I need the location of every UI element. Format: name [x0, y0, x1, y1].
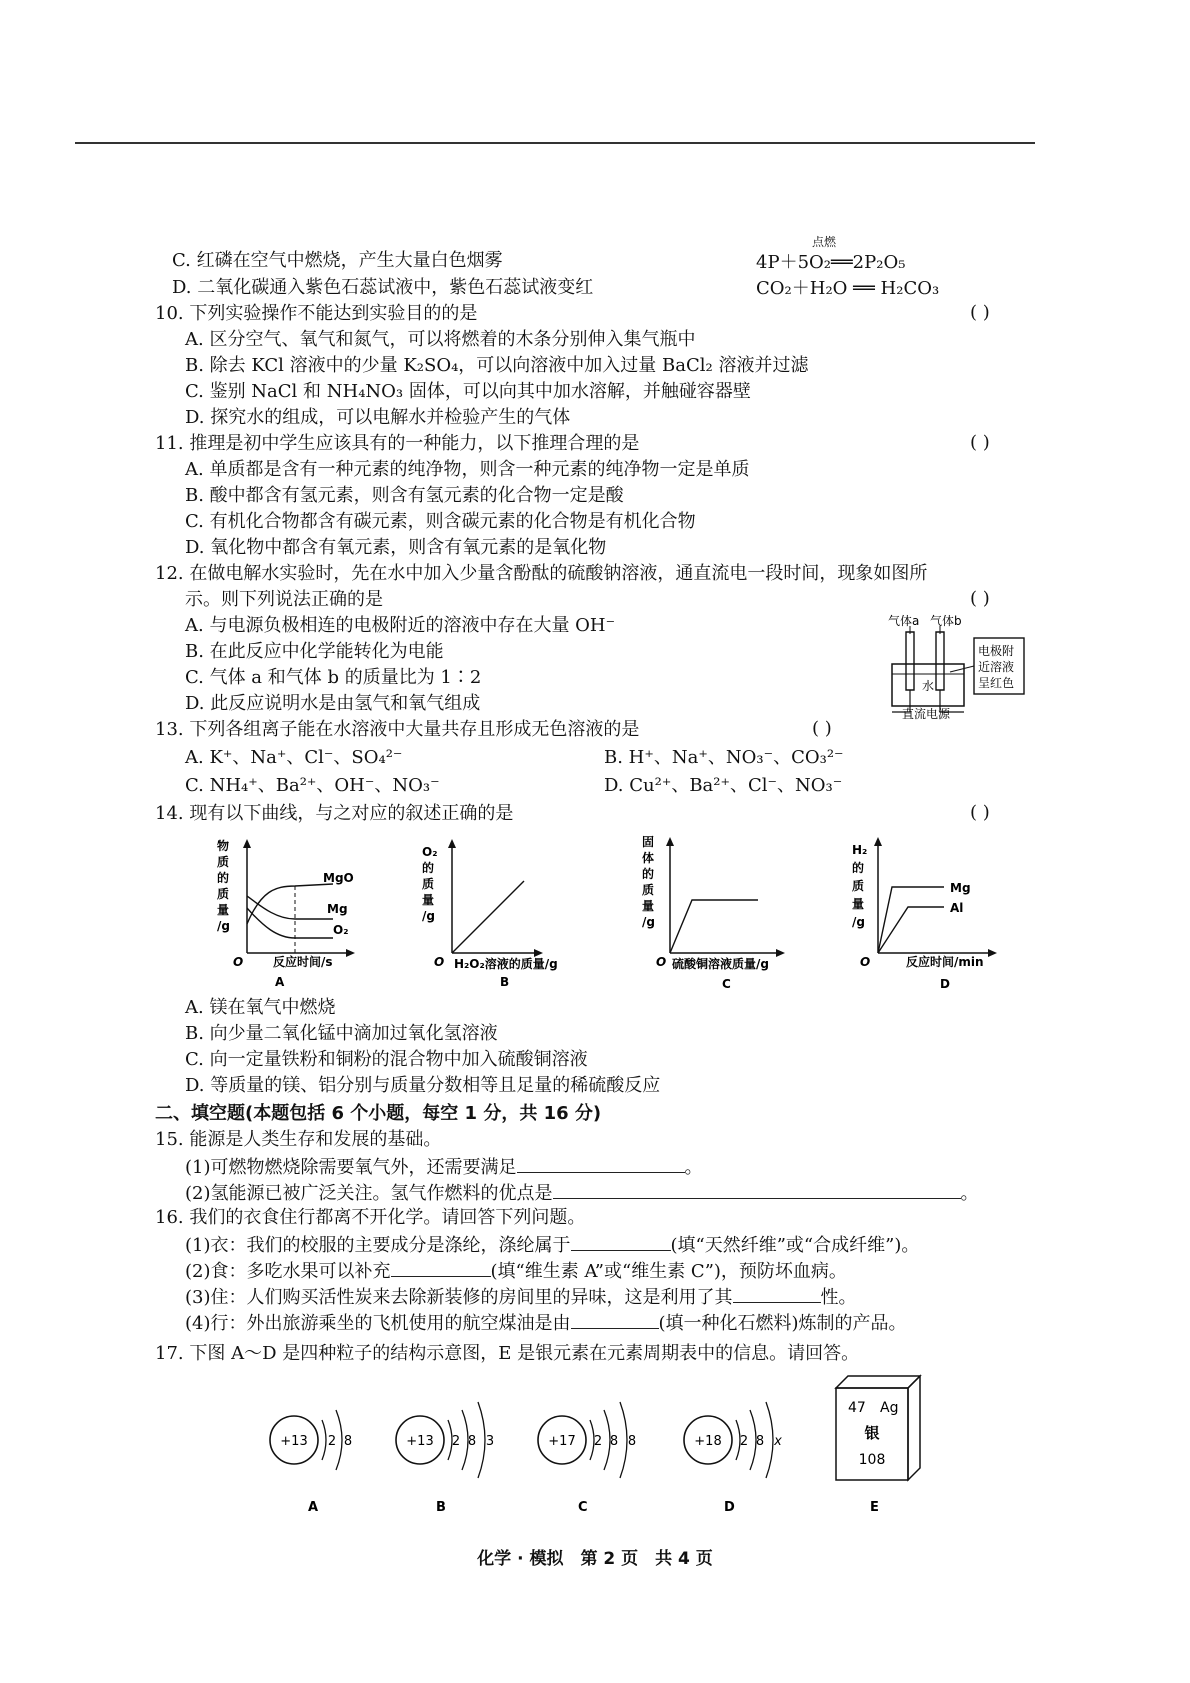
q12-option-c: C. 气体 a 和气体 b 的质量比为 1∶2: [185, 667, 482, 688]
gas-a-label: 气体a: [888, 614, 920, 628]
graph-b-ylabel: [422, 845, 437, 923]
graph-a-label-mgo: MgO: [323, 871, 354, 885]
gas-tube-a: [906, 632, 914, 690]
q14-answer-paren: ( ): [970, 802, 990, 823]
q15-blank-2[interactable]: [553, 1180, 961, 1199]
q16-part1-hint: (填“天然纤维”或“合成纤维”)。: [670, 1235, 920, 1256]
q15-part2-text: (2)氢能源已被广泛关注。氢气作燃料的优点是: [185, 1183, 553, 1204]
atom-c-nucleus-charge: +17: [548, 1434, 576, 1449]
q15-part1-text: (1)可燃物燃烧除需要氧气外，还需要满足: [185, 1157, 517, 1178]
note-pointer: [950, 666, 974, 672]
svg-text:量: 量: [217, 903, 230, 917]
atom-diagram-d: [682, 1380, 802, 1520]
atom-a-caption: A: [308, 1500, 319, 1515]
atom-d-shell-1-count: 2: [739, 1434, 749, 1449]
q16-part1: [185, 1232, 919, 1258]
graph-b-caption: B: [500, 975, 510, 989]
atom-a-shell-1: [322, 1420, 326, 1460]
element-caption: E: [870, 1500, 879, 1515]
q16-part4: [185, 1310, 907, 1336]
q10-option-c: C. 鉴别 NaCl 和 NH₄NO₃ 固体，可以向其中加水溶解，并触碰容器壁: [185, 381, 751, 402]
graph-a-x-arrow: [346, 949, 355, 957]
q14-stem: 14. 现有以下曲线，与之对应的叙述正确的是: [155, 803, 514, 824]
q11-option-b: B. 酸中都含有氢元素，则含有氢元素的化合物一定是酸: [185, 485, 624, 506]
atom-d-caption: D: [724, 1500, 735, 1515]
q14-option-c: C. 向一定量铁粉和铜粉的混合物中加入硫酸铜溶液: [185, 1049, 588, 1070]
q16-stem: 16. 我们的衣食住行都离不开化学。请回答下列问题。: [155, 1207, 586, 1228]
graph-d-y-arrow: [874, 837, 882, 846]
svg-text:H₂: H₂: [852, 843, 868, 857]
q16-part3-end: 性。: [820, 1287, 857, 1308]
element-symbol: Ag: [880, 1400, 899, 1416]
atom-c-shell-2-count: 8: [609, 1434, 619, 1449]
page-footer: 化学 · 模拟 第 2 页 共 4 页: [477, 1549, 713, 1569]
q11-option-a: A. 单质都是含有一种元素的纯净物，则含一种元素的纯净物一定是单质: [185, 459, 750, 480]
q10-option-d: D. 探究水的组成，可以电解水并检验产生的气体: [185, 407, 571, 428]
q15-part2: [185, 1180, 979, 1206]
atom-c-caption: C: [578, 1500, 588, 1515]
atom-c-shell-1-count: 2: [593, 1434, 603, 1449]
graph-c-x-arrow: [776, 949, 785, 957]
svg-text:/g: /g: [852, 915, 865, 929]
graph-c-series: [670, 900, 758, 953]
q13-option-d: D. Cu²⁺、Ba²⁺、Cl⁻、NO₃⁻: [604, 775, 843, 796]
q15-part1: [185, 1154, 703, 1180]
q9-equation-condition: 点燃: [812, 235, 837, 249]
svg-text:物: 物: [217, 839, 230, 853]
graph-a-ylabel: [217, 838, 230, 933]
q15-stem: 15. 能源是人类生存和发展的基础。: [155, 1129, 442, 1150]
q12-stem-line2: 示。则下列说法正确的是: [185, 589, 383, 610]
atom-diagram-a: [268, 1380, 378, 1520]
q12-answer-paren: ( ): [970, 588, 990, 609]
q14-option-b: B. 向少量二氧化锰中滴加过氧化氢溶液: [185, 1023, 498, 1044]
atom-d-shell-3-count: x: [774, 1434, 782, 1449]
q16-part2-text: (2)食：多吃水果可以补充: [185, 1261, 391, 1282]
power-label: 直流电源: [902, 707, 951, 721]
svg-text:质: 质: [217, 887, 230, 901]
atom-a-shell-2-count: 8: [343, 1434, 353, 1449]
q16-part4-text: (4)行：外出旅游乘坐的飞机使用的航空煤油是由: [185, 1313, 571, 1334]
element-name: 银: [864, 1424, 880, 1442]
q17-stem: 17. 下图 A～D 是四种粒子的结构示意图，E 是银元素在元素周期表中的信息。请回答。: [155, 1343, 860, 1364]
q16-part3-text: (3)住：人们购买活性炭来去除新装修的房间里的异味，这是利用了其: [185, 1287, 733, 1308]
q14-option-d: D. 等质量的镁、铝分别与质量分数相等且足量的稀硫酸反应: [185, 1075, 661, 1096]
note-line2: 近溶液: [978, 660, 1015, 674]
graph-b: [420, 836, 560, 996]
atom-c-shell-3: [620, 1402, 627, 1478]
svg-text:质: 质: [852, 879, 865, 893]
svg-text:质: 质: [642, 883, 655, 897]
svg-text:/g: /g: [422, 909, 435, 923]
graph-d-origin: O: [860, 955, 871, 969]
q12-stem-line1: 12. 在做电解水实验时，先在水中加入少量含酚酞的硫酸钠溶液，通直流电一段时间，现象如图所: [155, 563, 928, 584]
graph-a-y-arrow: [243, 839, 251, 848]
note-line3: 呈红色: [978, 676, 1015, 690]
note-line1: 电极附: [978, 644, 1015, 658]
svg-text:量: 量: [422, 893, 435, 907]
graph-c-ylabel: [642, 835, 655, 929]
atom-b-shell-3-count: 3: [485, 1434, 495, 1449]
graph-c-y-arrow: [666, 837, 674, 846]
atom-diagram-c: [536, 1380, 656, 1520]
graph-a-label-o2: O₂: [333, 923, 349, 937]
q16-part2: [185, 1258, 847, 1284]
water-label: 水: [922, 679, 935, 693]
svg-text:体: 体: [642, 851, 655, 865]
q10-option-b: B. 除去 KCl 溶液中的少量 K₂SO₄，可以向溶液中加入过量 BaCl₂ 溶液并过滤: [185, 355, 809, 376]
graph-d-series-mg: [878, 887, 944, 953]
q13-stem: 13. 下列各组离子能在水溶液中大量共存且形成无色溶液的是: [155, 719, 640, 740]
graph-b-series: [452, 881, 524, 953]
svg-text:的: 的: [422, 861, 435, 875]
q13-answer-paren: ( ): [812, 718, 832, 739]
svg-text:量: 量: [852, 897, 865, 911]
graph-c-xlabel: 硫酸铜溶液质量/g: [672, 957, 769, 971]
svg-text:量: 量: [642, 899, 655, 913]
svg-text:质: 质: [422, 877, 435, 891]
graph-b-x-arrow: [534, 949, 543, 957]
atom-b-shell-1-count: 2: [451, 1434, 461, 1449]
graph-b-y-arrow: [448, 839, 456, 848]
q12-option-a: A. 与电源负极相连的电极附近的溶液中存在大量 OH⁻: [185, 615, 616, 636]
atom-b-shell-3: [478, 1402, 485, 1478]
atom-d-shell-3: [766, 1402, 773, 1478]
svg-text:质: 质: [217, 855, 230, 869]
svg-text:O₂: O₂: [422, 845, 438, 859]
atom-d-shell-2-count: 8: [755, 1434, 765, 1449]
graph-d: [850, 832, 1010, 996]
graph-d-xlabel: 反应时间/min: [906, 955, 984, 969]
graph-a-series-o2: [247, 908, 333, 938]
element-atomic-mass: 108: [858, 1452, 886, 1468]
svg-text:的: 的: [642, 867, 655, 881]
atom-a-nucleus-charge: +13: [280, 1434, 308, 1449]
q11-option-d: D. 氧化物中都含有氧元素，则含有氧元素的是氧化物: [185, 537, 607, 558]
q10-option-a: A. 区分空气、氧气和氮气，可以将燃着的木条分别伸入集气瓶中: [185, 329, 696, 350]
graph-c: [640, 832, 810, 996]
element-card-side: [908, 1376, 920, 1480]
graph-a-label-mg: Mg: [327, 902, 348, 916]
q15-blank-1[interactable]: [517, 1154, 685, 1173]
graph-a: [215, 836, 375, 996]
atom-b-nucleus-charge: +13: [406, 1434, 434, 1449]
q11-option-c: C. 有机化合物都含有碳元素，则含碳元素的化合物是有机化合物: [185, 511, 696, 532]
q13-option-b: B. H⁺、Na⁺、NO₃⁻、CO₃²⁻: [604, 747, 844, 768]
svg-text:的: 的: [217, 871, 230, 885]
atom-d-nucleus-charge: +18: [694, 1434, 722, 1449]
electrolysis-apparatus-figure: [880, 612, 1030, 727]
svg-text:的: 的: [852, 861, 865, 875]
q11-answer-paren: ( ): [970, 432, 990, 453]
q16-part3: [185, 1284, 857, 1310]
svg-text:固: 固: [642, 835, 655, 849]
q16-part2-hint: (填“维生素 A”或“维生素 C”)，预防坏血病。: [490, 1261, 847, 1282]
graph-d-label-al: Al: [950, 901, 964, 915]
q9-option-d: D. 二氧化碳通入紫色石蕊试液中，紫色石蕊试液变红: [172, 277, 594, 298]
graph-d-x-arrow: [988, 949, 997, 957]
section-2-heading: 二、填空题(本题包括 6 个小题，每空 1 分，共 16 分): [155, 1103, 602, 1124]
atom-c-shell-3-count: 8: [627, 1434, 637, 1449]
q9-option-d-equation: CO₂＋H₂O ══ H₂CO₃: [756, 278, 940, 299]
graph-a-caption: A: [275, 975, 285, 989]
atom-a-shell-2: [336, 1410, 342, 1470]
q10-stem: 10. 下列实验操作不能达到实验目的的是: [155, 303, 478, 324]
graph-c-origin: O: [656, 955, 667, 969]
graph-a-series-mg: [247, 896, 333, 919]
element-atomic-number: 47: [848, 1400, 866, 1416]
atom-b-shell-2-count: 8: [467, 1434, 477, 1449]
q16-blank-1[interactable]: [571, 1232, 671, 1251]
graph-a-origin: O: [233, 955, 244, 969]
gas-tube-b: [936, 632, 944, 690]
graph-b-origin: O: [434, 955, 445, 969]
graph-a-xlabel: 反应时间/s: [273, 955, 333, 969]
graph-d-label-mg: Mg: [950, 881, 971, 895]
svg-text:/g: /g: [642, 915, 655, 929]
gas-b-label: 气体b: [930, 614, 962, 628]
q13-option-a: A. K⁺、Na⁺、Cl⁻、SO₄²⁻: [185, 747, 403, 768]
element-card-top: [836, 1376, 920, 1388]
q15-part2-end: 。: [960, 1183, 979, 1204]
element-card-silver: [830, 1372, 940, 1522]
q11-stem: 11. 推理是初中学生应该具有的一种能力，以下推理合理的是: [155, 433, 640, 454]
q12-option-b: B. 在此反应中化学能转化为电能: [185, 641, 444, 662]
atom-diagram-b: [394, 1380, 514, 1520]
graph-d-caption: D: [940, 977, 950, 991]
q14-option-a: A. 镁在氧气中燃烧: [185, 997, 336, 1018]
q16-blank-2[interactable]: [391, 1258, 491, 1277]
q16-part4-hint: (填一种化石燃料)炼制的产品。: [658, 1313, 907, 1334]
atom-a-shell-1-count: 2: [327, 1434, 337, 1449]
graph-d-ylabel: [852, 843, 867, 929]
q10-answer-paren: ( ): [970, 302, 990, 323]
graph-b-xlabel: H₂O₂溶液的质量/g: [454, 957, 558, 971]
q9-option-c-equation: 4P＋5O₂══2P₂O₅: [756, 252, 906, 273]
svg-text:/g: /g: [217, 919, 230, 933]
graph-d-series-al: [878, 907, 944, 953]
q12-option-d: D. 此反应说明水是由氢气和氧气组成: [185, 693, 481, 714]
q16-part1-text: (1)衣：我们的校服的主要成分是涤纶，涤纶属于: [185, 1235, 571, 1256]
atom-b-caption: B: [436, 1500, 446, 1515]
q13-option-c: C. NH₄⁺、Ba²⁺、OH⁻、NO₃⁻: [185, 775, 440, 796]
q16-blank-3[interactable]: [733, 1284, 821, 1303]
q15-part1-end: 。: [684, 1157, 703, 1178]
q9-option-c: C. 红磷在空气中燃烧，产生大量白色烟雾: [172, 250, 503, 271]
q16-blank-4[interactable]: [571, 1310, 659, 1329]
graph-c-caption: C: [722, 977, 731, 991]
